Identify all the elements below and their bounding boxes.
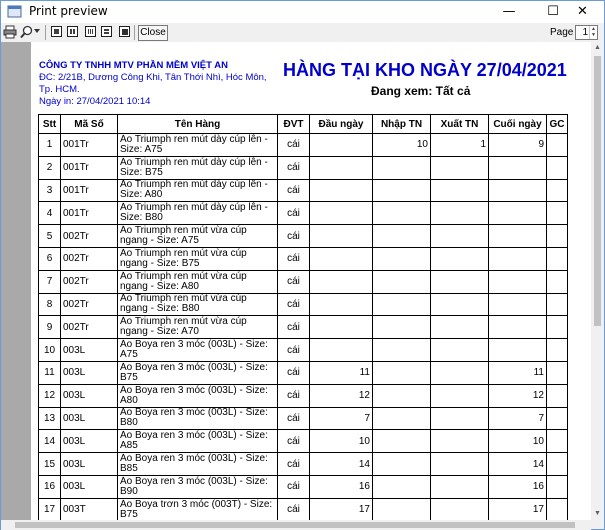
table-cell: 16 [310, 475, 373, 498]
table-cell [310, 134, 373, 157]
table-cell [431, 339, 489, 362]
table-cell: Áo Boya ren 3 móc (003L) - Size: B80 [118, 407, 278, 430]
table-cell [547, 361, 568, 384]
report-title: HÀNG TẠI KHO NGÀY 27/04/2021 [283, 60, 567, 80]
table-cell [547, 316, 568, 339]
table-cell: 16 [39, 475, 61, 498]
minimize-button[interactable]: — [502, 4, 516, 19]
table-cell [373, 156, 431, 179]
two-pages-icon[interactable] [67, 26, 78, 37]
table-cell: 14 [39, 430, 61, 453]
table-cell: Áo Triumph ren mút vừa cúp ngang - Size: A75 [118, 225, 278, 248]
table-cell: 2 [39, 156, 61, 179]
table-cell: Áo Boya ren 3 móc (003L) - Size: A85 [118, 430, 278, 453]
table-cell: 15 [39, 453, 61, 476]
table-cell: 11 [39, 361, 61, 384]
table-cell: Áo Triumph ren mút vừa cúp ngang - Size: A80 [118, 270, 278, 293]
table-cell: cái [278, 202, 310, 225]
table-cell [547, 156, 568, 179]
table-cell: Áo Boya ren 3 móc (003L) - Size: A80 [118, 384, 278, 407]
table-cell: 5 [39, 225, 61, 248]
app-icon [7, 5, 22, 18]
table-cell [310, 225, 373, 248]
table-cell: 12 [489, 384, 547, 407]
report-page [31, 42, 591, 520]
table-cell: 14 [489, 453, 547, 476]
table-cell [547, 430, 568, 453]
company-info [39, 60, 269, 108]
close-window-button[interactable]: ✕ [577, 4, 588, 19]
inventory-table [38, 114, 568, 520]
table-cell: cái [278, 407, 310, 430]
column-header: Mã Số [61, 115, 118, 134]
table-cell: 9 [489, 134, 547, 157]
table-cell: 002Tr [61, 247, 118, 270]
table-cell: 001Tr [61, 202, 118, 225]
table-cell: 10 [39, 339, 61, 362]
table-cell [431, 179, 489, 202]
table-cell [431, 361, 489, 384]
table-cell: 003L [61, 339, 118, 362]
table-cell [373, 247, 431, 270]
table-row [39, 156, 568, 179]
table-cell [431, 156, 489, 179]
table-cell: Áo Triumph ren mút dày cúp lên - Size: A75 [118, 134, 278, 157]
company-name: CÔNG TY TNHH MTV PHẦN MỀM VIỆT AN [39, 60, 228, 71]
print-date: Ngày in: 27/04/2021 10:14 [39, 96, 151, 107]
table-cell: Áo Triumph ren mút vừa cúp ngang - Size: B80 [118, 293, 278, 316]
table-cell [489, 156, 547, 179]
table-cell [547, 407, 568, 430]
table-cell [431, 407, 489, 430]
table-cell: 001Tr [61, 134, 118, 157]
column-header: Stt [39, 115, 61, 134]
table-cell: 002Tr [61, 293, 118, 316]
column-header: Nhập TN [373, 115, 431, 134]
table-cell [547, 202, 568, 225]
table-cell [547, 475, 568, 498]
table-cell [547, 134, 568, 157]
vertical-scroll-thumb[interactable] [594, 56, 601, 326]
table-cell: 003L [61, 407, 118, 430]
toolbar-separator [134, 25, 135, 40]
title-bar[interactable] [1, 1, 604, 23]
table-cell: 10 [310, 430, 373, 453]
table-row [39, 475, 568, 498]
vertical-scrollbar[interactable] [591, 42, 604, 520]
table-cell: Áo Boya ren 3 móc (003L) - Size: B90 [118, 475, 278, 498]
table-cell [431, 475, 489, 498]
table-row [39, 384, 568, 407]
table-cell [489, 339, 547, 362]
table-cell [431, 430, 489, 453]
table-cell [373, 339, 431, 362]
table-cell: 7 [310, 407, 373, 430]
table-cell [489, 293, 547, 316]
table-cell: 13 [39, 407, 61, 430]
table-cell: 002Tr [61, 316, 118, 339]
table-cell [373, 293, 431, 316]
table-cell: cái [278, 453, 310, 476]
table-cell [431, 316, 489, 339]
table-row [39, 316, 568, 339]
table-cell: 7 [39, 270, 61, 293]
page-number-value: 1 [582, 27, 588, 38]
table-cell [373, 498, 431, 520]
table-header-row [39, 115, 568, 134]
table-cell [489, 225, 547, 248]
column-header: ĐVT [278, 115, 310, 134]
table-cell: 003L [61, 430, 118, 453]
table-cell: 17 [39, 498, 61, 520]
table-cell [431, 270, 489, 293]
page-number-stepper[interactable] [575, 25, 598, 40]
table-cell: Áo Triumph ren mút dày cúp lên - Size: B80 [118, 202, 278, 225]
table-cell: cái [278, 475, 310, 498]
zoom-dropdown-icon[interactable] [34, 29, 40, 33]
one-page-icon[interactable] [51, 26, 62, 37]
table-cell: 12 [39, 384, 61, 407]
table-cell [431, 293, 489, 316]
table-row [39, 453, 568, 476]
table-cell: 003L [61, 361, 118, 384]
table-cell [310, 202, 373, 225]
table-row [39, 179, 568, 202]
table-cell [310, 179, 373, 202]
maximize-button[interactable]: ☐ [547, 4, 559, 19]
page-label: Page [550, 27, 574, 38]
table-cell [373, 316, 431, 339]
spin-arrows-icon[interactable]: ▲ ▼ [589, 26, 597, 39]
table-cell: 10 [489, 430, 547, 453]
table-cell [489, 202, 547, 225]
table-cell [310, 316, 373, 339]
scroll-down-icon[interactable]: ▼ [594, 510, 601, 517]
table-cell [373, 202, 431, 225]
table-cell [431, 225, 489, 248]
table-cell [373, 430, 431, 453]
table-cell: 10 [373, 134, 431, 157]
table-cell: 9 [39, 316, 61, 339]
table-cell: 3 [39, 179, 61, 202]
table-row [39, 134, 568, 157]
table-cell: 1 [39, 134, 61, 157]
column-header: Tên Hàng [118, 115, 278, 134]
table-row [39, 339, 568, 362]
table-row [39, 498, 568, 520]
table-cell [310, 156, 373, 179]
table-row [39, 430, 568, 453]
table-cell: cái [278, 498, 310, 520]
table-cell [431, 498, 489, 520]
table-cell [547, 384, 568, 407]
table-cell: 17 [489, 498, 547, 520]
table-cell [489, 179, 547, 202]
horizontal-scrollbar[interactable] [1, 520, 591, 530]
table-cell [431, 453, 489, 476]
column-header: Đầu ngày [310, 115, 373, 134]
table-cell [547, 270, 568, 293]
table-cell: 003L [61, 384, 118, 407]
viewing-filter: Đang xem: Tất cả [371, 84, 471, 98]
table-cell: 6 [39, 247, 61, 270]
table-cell: 1 [431, 134, 489, 157]
table-cell: Áo Boya ren 3 móc (003L) - Size: B75 [118, 361, 278, 384]
table-cell: Áo Boya trơn 3 móc (003T) - Size: B75 [118, 498, 278, 520]
table-cell [373, 407, 431, 430]
table-row [39, 247, 568, 270]
printer-icon[interactable] [3, 25, 17, 39]
table-cell: 002Tr [61, 225, 118, 248]
table-cell [373, 475, 431, 498]
table-row [39, 270, 568, 293]
table-cell [310, 270, 373, 293]
table-cell [310, 247, 373, 270]
six-pages-icon[interactable] [119, 26, 130, 37]
table-cell: 8 [39, 293, 61, 316]
scroll-up-icon[interactable]: ▲ [594, 44, 601, 51]
table-row [39, 293, 568, 316]
table-cell [547, 247, 568, 270]
preview-area[interactable] [1, 42, 591, 520]
table-cell: Áo Triumph ren mút dày cúp lên - Size: B75 [118, 156, 278, 179]
window-title: Print preview [29, 4, 108, 18]
table-cell [431, 247, 489, 270]
table-cell [547, 225, 568, 248]
table-cell: 002Tr [61, 270, 118, 293]
table-cell [547, 293, 568, 316]
company-address: ĐC: 2/21B, Dương Công Khi, Tân Thới Nhì, Hóc Môn, Tp. HCM. [39, 72, 267, 95]
table-cell: cái [278, 384, 310, 407]
table-cell: Áo Triumph ren mút vừa cúp ngang - Size: A70 [118, 316, 278, 339]
table-cell: cái [278, 293, 310, 316]
table-cell [431, 202, 489, 225]
toolbar-separator [45, 25, 46, 40]
table-cell: 14 [310, 453, 373, 476]
table-cell: 003L [61, 453, 118, 476]
table-cell: Áo Boya ren 3 móc (003L) - Size: B85 [118, 453, 278, 476]
table-cell: 16 [489, 475, 547, 498]
table-cell: 003L [61, 475, 118, 498]
table-cell [547, 179, 568, 202]
table-cell: 7 [489, 407, 547, 430]
table-cell: cái [278, 134, 310, 157]
table-row [39, 407, 568, 430]
table-cell [310, 339, 373, 362]
column-header: Cuối ngày [489, 115, 547, 134]
table-cell: cái [278, 339, 310, 362]
table-cell: cái [278, 225, 310, 248]
table-cell: cái [278, 430, 310, 453]
table-cell [310, 293, 373, 316]
close-preview-button[interactable]: Close [138, 25, 168, 41]
zoom-icon[interactable] [20, 25, 33, 39]
table-cell: cái [278, 179, 310, 202]
table-cell: cái [278, 247, 310, 270]
table-row [39, 361, 568, 384]
column-header: Xuất TN [431, 115, 489, 134]
table-cell [373, 179, 431, 202]
column-header: GC [547, 115, 568, 134]
table-cell [489, 247, 547, 270]
table-cell: cái [278, 361, 310, 384]
table-cell [373, 361, 431, 384]
table-cell: 17 [310, 498, 373, 520]
table-row [39, 202, 568, 225]
table-cell [547, 339, 568, 362]
table-cell [547, 498, 568, 520]
table-cell: Áo Boya ren 3 móc (003L) - Size: A75 [118, 339, 278, 362]
table-cell: Áo Triumph ren mút vừa cúp ngang - Size: B75 [118, 247, 278, 270]
table-cell: 11 [310, 361, 373, 384]
table-cell: 11 [489, 361, 547, 384]
preview-toolbar [1, 23, 604, 42]
table-cell: 003T [61, 498, 118, 520]
table-cell [547, 453, 568, 476]
table-cell: Áo Triumph ren mút dày cúp lên - Size: A80 [118, 179, 278, 202]
table-cell: 12 [310, 384, 373, 407]
table-cell: 001Tr [61, 179, 118, 202]
table-cell: 4 [39, 202, 61, 225]
table-cell [431, 384, 489, 407]
table-cell: cái [278, 316, 310, 339]
table-cell: 001Tr [61, 156, 118, 179]
table-row [39, 225, 568, 248]
table-cell [373, 384, 431, 407]
table-cell [373, 225, 431, 248]
table-cell [373, 453, 431, 476]
table-cell [373, 270, 431, 293]
four-pages-icon[interactable] [101, 26, 112, 37]
table-cell [489, 270, 547, 293]
table-cell: cái [278, 156, 310, 179]
horizontal-scroll-thumb[interactable] [15, 522, 575, 528]
three-pages-icon[interactable] [85, 26, 96, 37]
table-cell: cái [278, 270, 310, 293]
table-cell [489, 316, 547, 339]
